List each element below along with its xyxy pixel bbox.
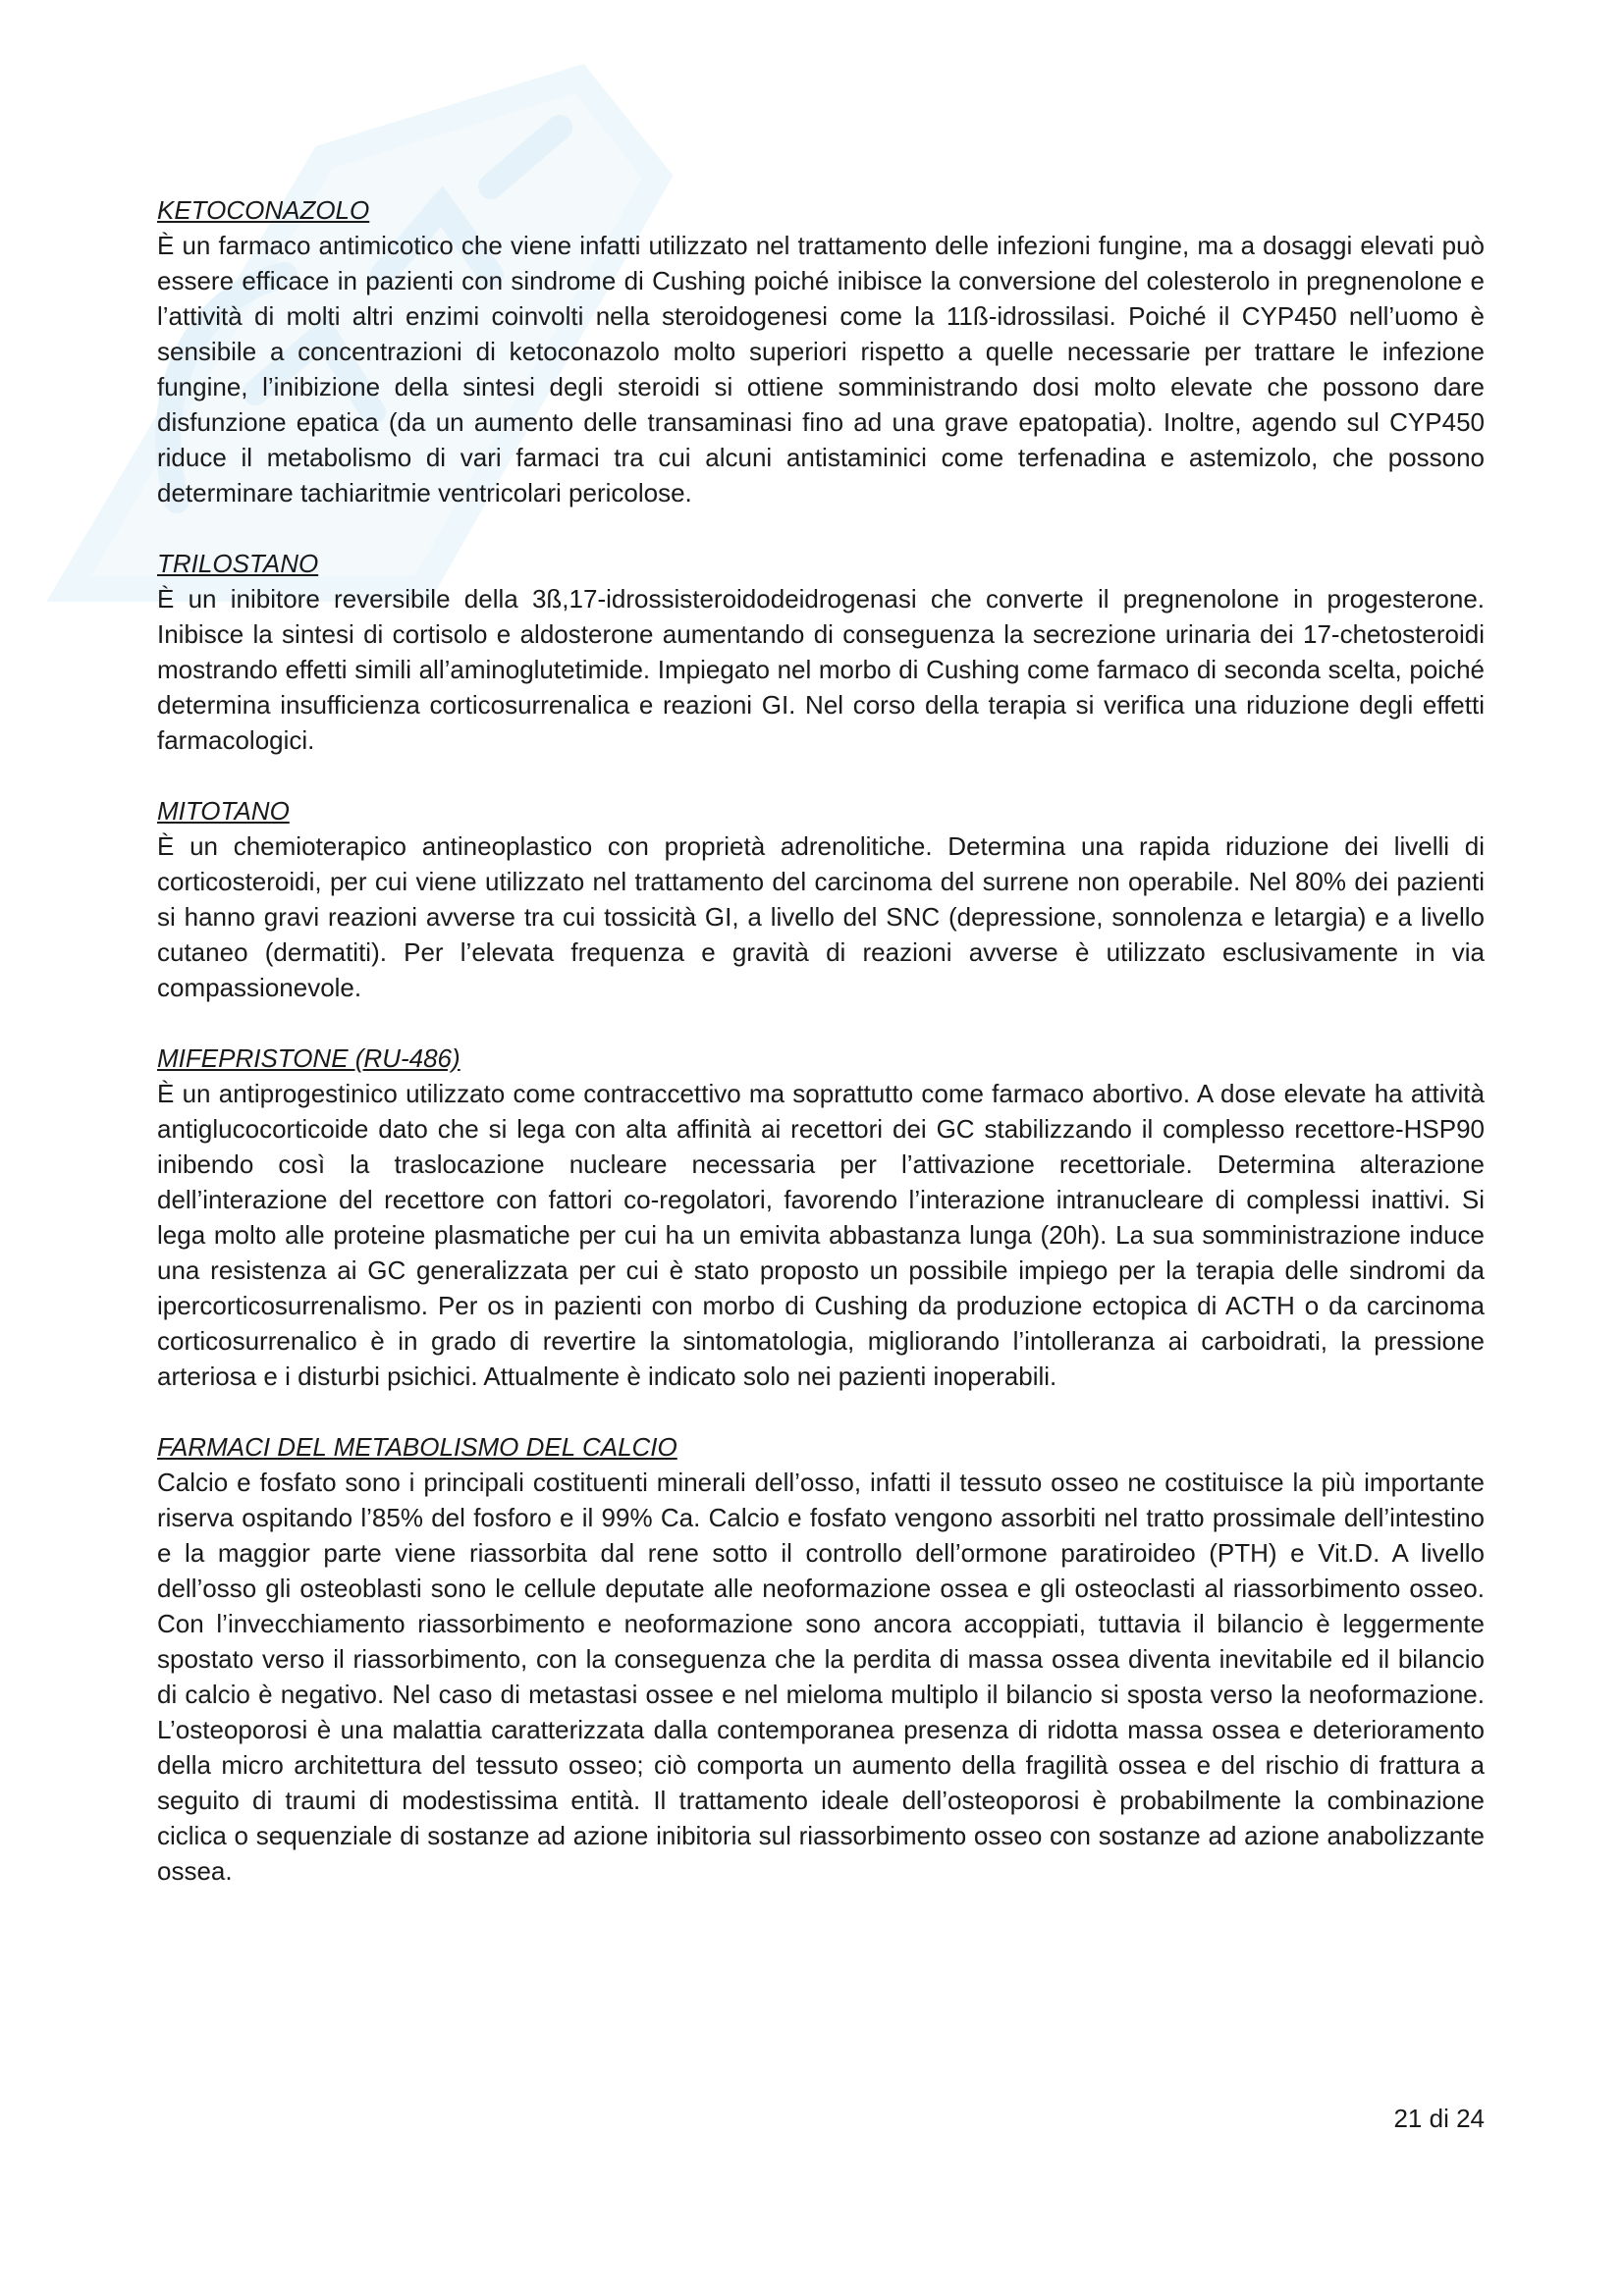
page-content bbox=[157, 192, 1485, 1924]
section-title: MITOTANO bbox=[157, 796, 290, 826]
section-body: È un inibitore reversibile della 3ß,17-idrossisteroidodeidrogenasi che converte il pregnenolone in progesterone. Inibisce la sintesi di cortisolo e aldosterone aumentando di conseguenza la secrezione urinaria dei 17-chetosteroidi mostrando effetti simili all’aminoglutetimide. Impiegato nel morbo di Cushing come farmaco di seconda scelta, poiché determina insufficienza corticosurrenalica e reazioni GI. Nel corso della terapia si verifica una riduzione degli effetti farmacologici. bbox=[157, 584, 1485, 755]
section-body: È un farmaco antimicotico che viene infatti utilizzato nel trattamento delle infezioni fungine, ma a dosaggi elevati può essere efficace in pazienti con sindrome di Cushing poiché inibisce la conversione del colesterolo in pregnenolone e l’attività di molti altri enzimi coinvolti nella steroidogenesi come la 11ß-idrossilasi. Poiché il CYP450 nell’uomo è sensibile a concentrazioni di ketoconazolo molto superiori rispetto a quelle necessarie per trattare le infezione fungine, l’inibizione della sintesi degli steroidi si ottiene somministrando dosi molto elevate che possono dare disfunzione epatica (da un aumento delle transaminasi fino ad una grave epatopatia). Inoltre, agendo sul CYP450 riduce il metabolismo di vari farmaci tra cui alcuni antistaminici come terfenadina e astemizolo, che possono determinare tachiaritmie ventricolari pericolose. bbox=[157, 231, 1485, 507]
section-body: È un antiprogestinico utilizzato come contraccettivo ma soprattutto come farmaco abortivo. A dose elevate ha attività antiglucocorticoide dato che si lega con alta affinità ai recettori dei GC stabilizzando il complesso recettore-HSP90 inibendo così la traslocazione nucleare necessaria per l’attivazione recettoriale. Determina alterazione dell’interazione del recettore con fattori co-regolatori, favorendo l’interazione intranucleare di complessi inattivi. Si lega molto alle proteine plasmatiche per cui ha un emivita abbastanza lunga (20h). La sua somministrazione induce una resistenza ai GC generalizzata per cui è stato proposto un possibile impiego per la terapia delle sindromi da ipercorticosurrenalismo. Per os in pazienti con morbo di Cushing da produzione ectopica di ACTH o da carcinoma corticosurrenalico è in grado di revertire la sintomatologia, migliorando l’intolleranza ai carboidrati, la pressione arteriosa e i disturbi psichici. Attualmente è indicato solo nei pazienti inoperabili. bbox=[157, 1079, 1485, 1391]
section-title: KETOCONAZOLO bbox=[157, 195, 370, 225]
section-body: Calcio e fosfato sono i principali costituenti minerali dell’osso, infatti il tessuto osseo ne costituisce la più importante riserva ospitando l’85% del fosforo e il 99% Ca. Calcio e fosfato vengono assorbiti nel tratto prossimale dell’intestino e la maggior parte viene riassorbita dal rene sotto il controllo dell’ormone paratiroideo (PTH) e Vit.D. A livello dell’osso gli osteoblasti sono le cellule deputate alle neoformazione ossea e gli osteoclasti al riassorbimento osseo. Con l’invecchiamento riassorbimento e neoformazione sono ancora accoppiati, tuttavia il bilancio è leggermente spostato verso il riassorbimento, con la conseguenza che la perdita di massa ossea diventa inevitabile ed il bilancio di calcio è negativo. Nel caso di metastasi ossee e nel mieloma multiplo il bilancio si sposta verso la neoformazione. L’osteoporosi è una malattia caratterizzata dalla contemporanea presenza di ridotta massa ossea e deterioramento della micro architettura del tessuto osseo; ciò comporta un aumento della fragilità ossea e del rischio di frattura a seguito di traumi di modestissima entità. Il trattamento ideale dell’osteoporosi è probabilmente la combinazione ciclica o sequenziale di sostanze ad azione inibitoria sul riassorbimento osseo con sostanze ad azione anabolizzante ossea. bbox=[157, 1468, 1485, 1886]
section-trilostano bbox=[157, 546, 1485, 758]
section-ketoconazolo bbox=[157, 192, 1485, 510]
page-number: 21 di 24 bbox=[1393, 2104, 1485, 2133]
section-title: TRILOSTANO bbox=[157, 549, 319, 578]
section-body: È un chemioterapico antineoplastico con proprietà adrenolitiche. Determina una rapida riduzione dei livelli di corticosteroidi, per cui viene utilizzato nel trattamento del carcinoma del surrene non operabile. Nel 80% dei pazienti si hanno gravi reazioni avverse tra cui tossicità GI, a livello del SNC (depressione, sonnolenza e letargia) e a livello cutaneo (dermatiti). Per l’elevata frequenza e gravità di reazioni avverse è utilizzato esclusivamente in via compassionevole. bbox=[157, 831, 1485, 1002]
section-mifepristone bbox=[157, 1041, 1485, 1394]
section-farmaci-metabolismo-calcio bbox=[157, 1429, 1485, 1889]
section-title: MIFEPRISTONE (RU-486) bbox=[157, 1043, 460, 1073]
section-title: FARMACI DEL METABOLISMO DEL CALCIO bbox=[157, 1432, 677, 1462]
section-mitotano bbox=[157, 793, 1485, 1005]
